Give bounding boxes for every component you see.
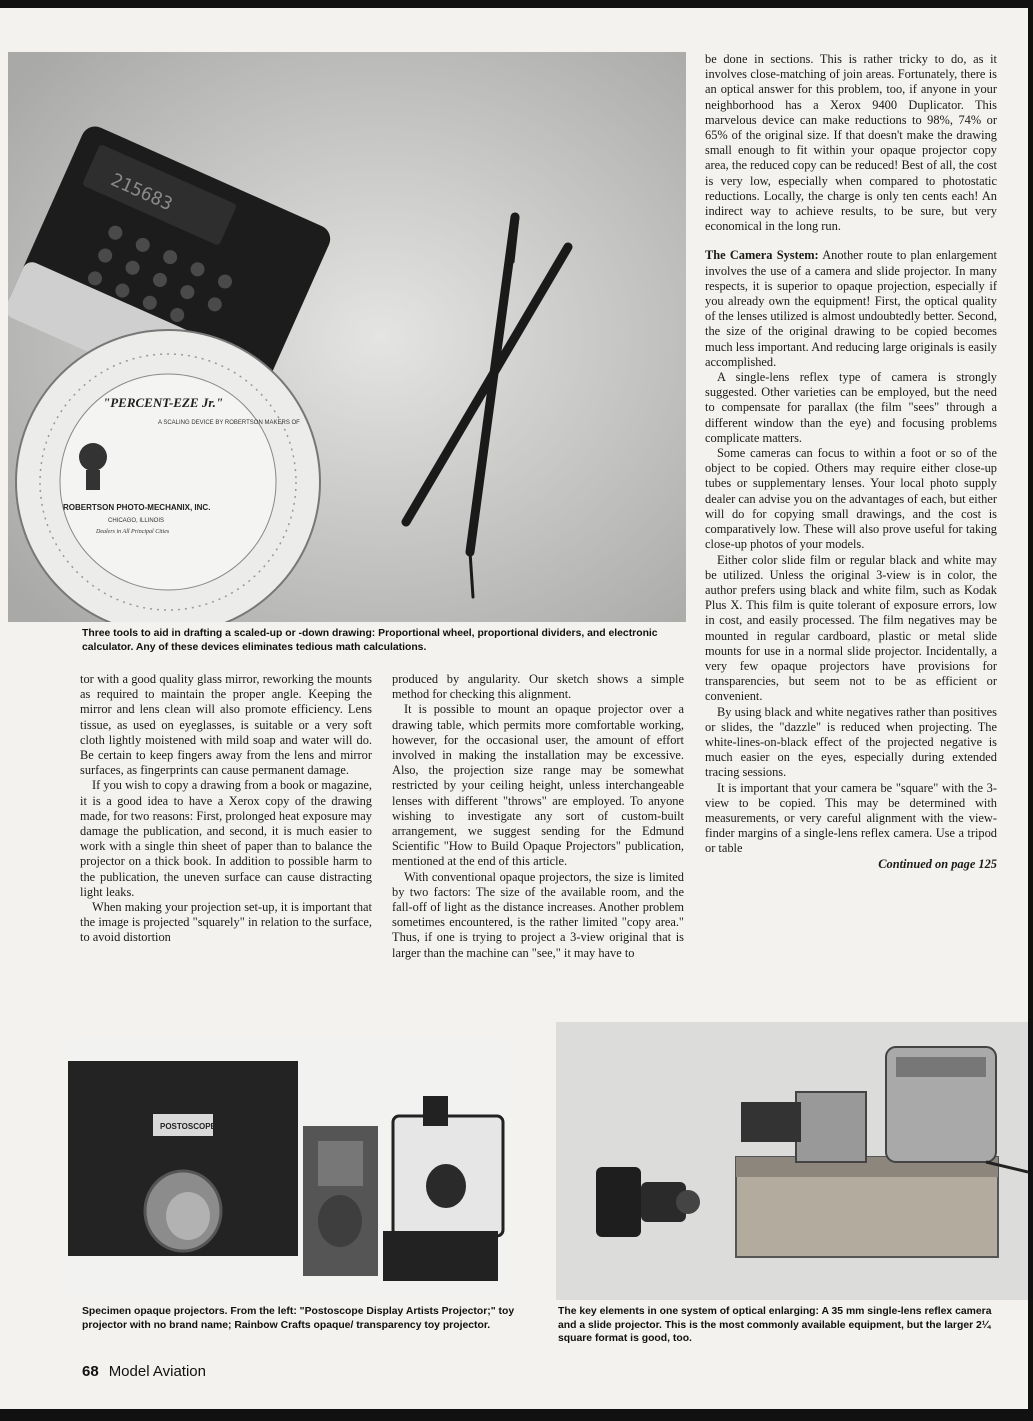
toy-projector [303,1126,378,1276]
bottom-left-caption: Specimen opaque projectors. From the left: "Postoscope Display Artists Projector;" toy projector with no brand name; Rainbow Crafts opaque/ transparency toy projector. [82,1306,515,1331]
calculator-display: 215683 [107,169,176,216]
right-paragraph-camera [705,248,997,370]
rainbow-crafts-projector [383,1096,503,1281]
camera-projector-illustration [556,1022,1028,1300]
right-paragraph: A single-lens reflex type of camera is strongly suggested. Other varieties can be employed, but the need to compensate for parallax (the film "sees" through a different window than the eye) and focusing problems complicate matters. [705,370,997,445]
camera-slide-projector-photo [556,1022,1028,1300]
wheel-subtitle: A SCALING DEVICE BY ROBERTSON MAKERS OF [158,420,300,426]
middle-paragraph: It is possible to mount an opaque projector over a drawing table, which permits more comfortable working, however, for the occasional user, the amount of effort involved in making the installation may be excessive. Also, the projection size range may be somewhat restricted by your ceiling height, unless interchangeable lenses with different "throws" are employed. To anyone wishing to investigate any sort of custom-built arrangement, we suggest sending for the Edmund Scientific "How to Build Opaque Projectors" publication, mentioned at the end of this article. [392,702,684,869]
left-paragraph: If you wish to copy a drawing from a book or magazine, it is a good idea to have a Xerox copy of the drawing made, for two reasons: First, prolonged heat exposure may damage the publication, and second, it is much easier to work with a single thin sheet of paper than to balance the projector on a thick book. In addition to possible harm to the publication, the uneven surface can cause distracting light leaks. [80,778,372,899]
left-paragraph: tor with a good quality glass mirror, reworking the mounts as required to maintain the proper angle. Keeping the mirror and lens clean will also promote efficiency. Lens tissue, as used on eyeglasses, is suitable or a very soft cloth lightly moistened with mild soap and water will do. Be certain to keep fingers away from the lens and mirror surfaces, as fingerprints can cause permanent damage. [80,672,372,778]
tools-illustration [8,52,686,622]
camera-system-heading: The Camera System: [705,248,819,263]
wheel-dealers: Dealers in All Principal Cities [96,529,170,535]
scan-border-right [1028,0,1033,1421]
column-right [705,52,997,872]
page-footer [82,1363,206,1380]
left-paragraph: When making your projection set-up, it is important that the image is projected "squarely" in relation to the surface, to avoid distortion [80,900,372,945]
postoscope-label: POSTOSCOPE [160,1122,216,1131]
right-paragraph: be done in sections. This is rather tricky to do, as it involves close-matching of join areas. Fortunately, there is an optical answer for this problem, too, if anyone in your neighborhood has a Xerox 9400 Duplicator. This marvelous device can make reductions to 98%, 74% or 65% of the original size. If that doesn't make the drawing small enough to fit within your opaque projector copy area, the reduced copy can be reduced! Best of all, the cost is very low, especially when compared to photostatic reductions. Locally, the charge is only ten cents each! An indirect way to achieve results, to be sure, but very economical in the long run. [705,52,997,234]
wheel-maker: ROBERTSON PHOTO-MECHANIX, INC. [63,503,211,512]
right-paragraph: By using black and white negatives rather than positives or slides, the "dazzle" is reduced when projecting. The white-lines-on-black effect of the projected negative is much easier on the eyes, especially during extended tracing sessions. [705,704,997,780]
tools-photo [8,52,686,622]
right-paragraph: Some cameras can focus to within a foot or so of the object to be copied. Others may require either close-up tubes or supplementary lenses. Your local photo supply dealer can advise you on the advantages of each, but either will do for copying small drawings, and the cost is comparatively low. These will also prove useful for taking close-up photos of your models. [705,446,997,552]
right-paragraph: It is important that your camera be "square" with the 3-view to be copied. This may be determined with measurements, or very careful alignment with the view-finder margins of a single-lens reflex camera. Use a tripod or table [705,780,997,856]
column-middle [392,672,684,961]
right-paragraph-text: Another route to plan enlargement involves the use of a camera and slide projector. In many respects, it is superior to opaque projection, especially if you already own the equipment! First, the optical quality of the lenses utilized is almost undoubtedly better. Second, the size of the original drawing to be copied becomes much less important. And reducing large originals is easily accomplished. [705,248,998,369]
scan-border-top [0,0,1033,8]
middle-paragraph: produced by angularity. Our sketch shows a simple method for checking this alignment. [392,672,684,702]
magazine-title: Model Aviation [108,1363,206,1380]
continued-note: Continued on page 125 [878,856,997,871]
wheel-city: CHICAGO, ILLINOIS [108,518,165,524]
projectors-illustration [68,1036,508,1298]
right-paragraph: Either color slide film or regular black and white may be utilized. Unless the original 3-view is in color, the author prefers using black and white film, such as Kodak Plus X. This film is quite tolerant of exposure errors, low in cost, and easily processed. The film negatives may be mounted in regular cardboard, plastic or metal slide mounts for use in a normal slide projector. Incidentally, a very few opaque projectors have provisions for transparencies, but seem not to be as efficient or convenient. [705,552,997,704]
proportional-wheel [16,330,320,622]
opaque-projectors-photo [68,1036,508,1298]
top-photo-caption: Three tools to aid in drafting a scaled-up or -down drawing: Proportional wheel, proportional dividers, and electronic calculator. Any of these devices eliminates tedious math calculations. [82,628,658,653]
page-number: 68 [82,1363,99,1380]
bottom-right-caption: The key elements in one system of optical enlarging: A 35 mm single-lens reflex camera and a slide projector. This is the most commonly available equipment, but the larger 2¼ square format is good, too. [558,1306,992,1344]
postoscope-projector [68,1061,298,1256]
middle-paragraph: With conventional opaque projectors, the size is limited by two factors: The size of the available room, and the fall-off of light as the distance increases. Another problem sometimes encountered, is the rather limited "copy area." Thus, if one is trying to project a 3-view original that is larger than the machine can "see," it may have to [392,869,684,960]
scan-border-bottom [0,1409,1033,1421]
column-left [80,672,372,946]
wheel-title: "PERCENT-EZE Jr." [103,395,224,410]
